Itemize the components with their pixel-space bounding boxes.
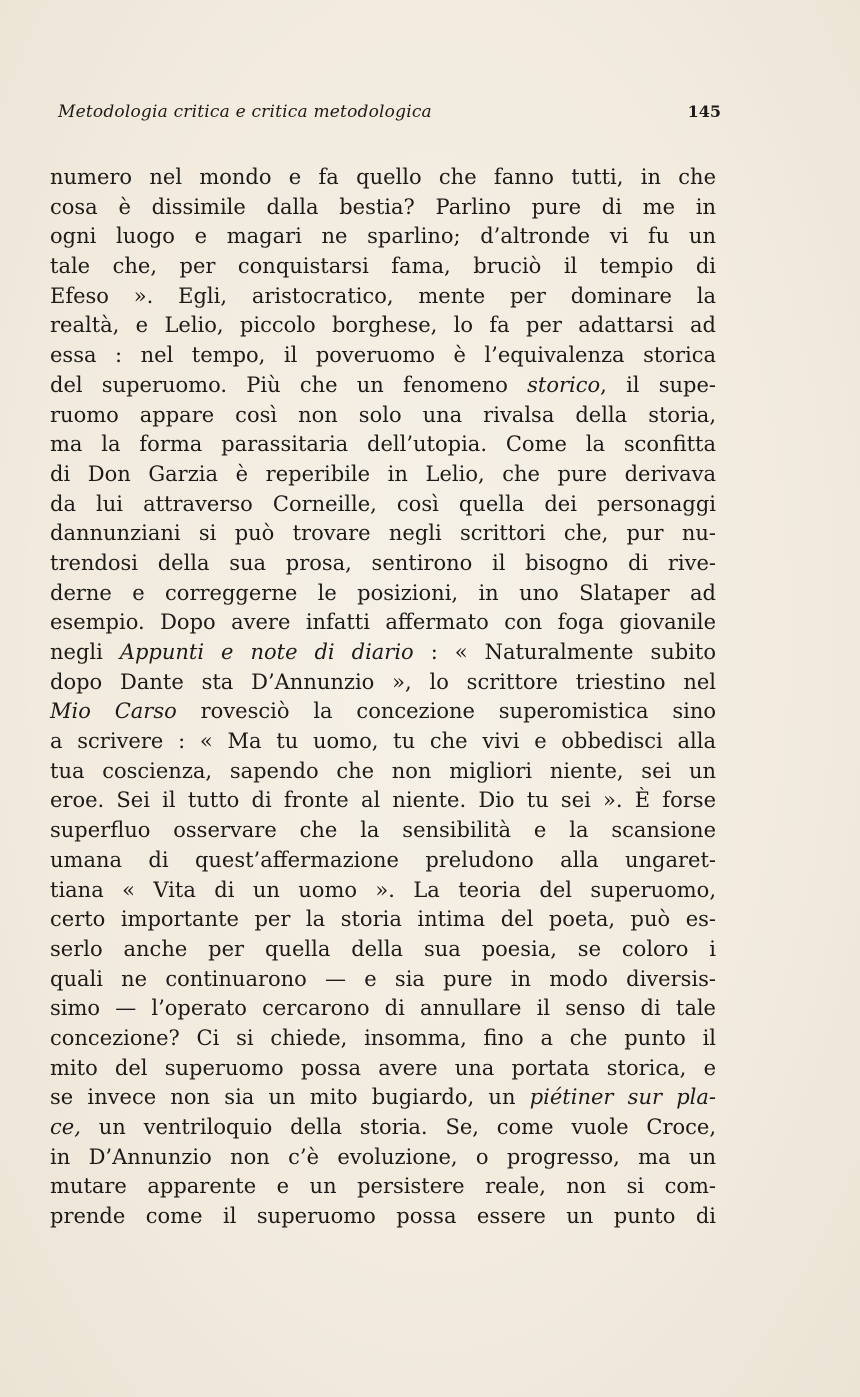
text-run: eroe. Sei il tutto di fronte al niente. Dio tu sei ». È forse xyxy=(50,788,716,813)
text-run: un ventriloquio della storia. Se, come vuole Croce, xyxy=(80,1115,716,1139)
text-line xyxy=(50,1054,716,1084)
text-run: serlo anche per quella della sua poesia, se coloro i xyxy=(50,936,716,961)
text-run: se invece non sia un mito bugiardo, un xyxy=(50,1085,530,1110)
text-run: di Don Garzia è reperibile in Lelio, che pure derivava xyxy=(50,461,716,486)
text-line xyxy=(50,1202,716,1232)
text-line xyxy=(50,193,716,223)
text-line xyxy=(50,638,716,668)
text-line xyxy=(50,430,716,460)
text-run: tiana « Vita di un uomo ». La teoria del superuomo, xyxy=(50,877,716,902)
text-run: tale che, per conquistarsi fama, bruciò il tempio di xyxy=(50,254,716,279)
text-line xyxy=(50,905,716,935)
text-run: realtà, e Lelio, piccolo borghese, lo fa per adattarsi ad xyxy=(50,313,716,338)
text-run: ma la forma parassitaria dell’utopia. Come la sconfitta xyxy=(50,432,716,457)
text-line xyxy=(50,579,716,609)
text-run: simo — l’operato cercarono di annullare il senso di tale xyxy=(50,996,716,1021)
running-head xyxy=(58,100,721,130)
text-line xyxy=(50,549,716,579)
text-line xyxy=(50,965,716,995)
text-run: concezione? Ci si chiede, insomma, fino a che punto il xyxy=(50,1025,716,1050)
text-line xyxy=(50,1143,716,1173)
text-line xyxy=(50,282,716,312)
text-run: in D’Annunzio non c’è evoluzione, o progresso, ma un xyxy=(50,1144,716,1169)
text-line xyxy=(50,1113,716,1143)
text-line xyxy=(50,252,716,282)
text-line xyxy=(50,401,716,431)
text-line xyxy=(50,1172,716,1202)
text-run: derne e correggerne le posizioni, in uno Slataper ad xyxy=(50,580,716,605)
text-line xyxy=(50,876,716,906)
italic-run: ce, xyxy=(50,1115,81,1139)
text-run: : « Naturalmente subito xyxy=(413,640,716,664)
text-run: mito del superuomo possa avere una portata storica, e xyxy=(50,1055,716,1080)
text-line xyxy=(50,994,716,1024)
text-run: superfluo osservare che la sensibilità e la scansione xyxy=(50,818,716,843)
italic-run: piétiner sur pla- xyxy=(529,1085,717,1110)
text-line xyxy=(50,371,716,401)
text-run: numero nel mondo e fa quello che fanno tutti, in che xyxy=(50,165,716,189)
page-number: 145 xyxy=(687,102,721,121)
text-run: essa : nel tempo, il poveruomo è l’equivalenza storica xyxy=(50,343,716,368)
text-line xyxy=(50,608,716,638)
text-line xyxy=(50,1083,716,1113)
text-run: ruomo appare così non solo una rivalsa della storia, xyxy=(50,402,716,427)
text-run: mutare apparente e un persistere reale, non si com- xyxy=(50,1174,716,1199)
text-run: dopo Dante sta D’Annunzio », lo scrittore triestino nel xyxy=(50,669,716,694)
text-run: ogni luogo e magari ne sparlino; d’altronde vi fu un xyxy=(50,224,716,249)
text-run: certo importante per la storia intima del poeta, può es- xyxy=(50,907,716,932)
text-run: rovesciò la concezione superomistica sino xyxy=(176,699,716,724)
text-line xyxy=(50,786,716,816)
text-line xyxy=(50,757,716,787)
text-line xyxy=(50,727,716,757)
text-run: del superuomo. Più che un fenomeno xyxy=(50,372,528,397)
text-run: Efeso ». Egli, aristocratico, mente per dominare la xyxy=(50,283,716,308)
text-run: tua coscienza, sapendo che non migliori niente, sei un xyxy=(50,758,716,783)
text-run: negli xyxy=(50,640,120,664)
text-line xyxy=(50,460,716,490)
text-run: trendosi della sua prosa, sentirono il bisogno di rive- xyxy=(50,550,716,575)
text-run: da lui attraverso Corneille, così quella dei personaggi xyxy=(50,491,716,516)
text-line xyxy=(50,668,716,698)
text-line xyxy=(50,163,716,193)
text-line xyxy=(50,311,716,341)
text-run: prende come il superuomo possa essere un punto di xyxy=(50,1204,716,1229)
text-line xyxy=(50,1024,716,1054)
text-line xyxy=(50,222,716,252)
text-line xyxy=(50,490,716,520)
text-line xyxy=(50,341,716,371)
italic-run: Appunti e note di diario xyxy=(119,640,414,664)
body-text xyxy=(50,163,716,1232)
text-run: cosa è dissimile dalla bestia? Parlino pure di me in xyxy=(50,194,716,219)
text-run: dannunziani si può trovare negli scrittori che, pur nu- xyxy=(50,521,716,546)
italic-run: storico xyxy=(527,372,601,397)
running-title: Metodologia critica e critica metodologica xyxy=(58,102,432,122)
text-line xyxy=(50,697,716,727)
italic-run: Mio Carso xyxy=(50,699,177,724)
text-line xyxy=(50,935,716,965)
text-line xyxy=(50,846,716,876)
text-line xyxy=(50,816,716,846)
text-run: umana di quest’affermazione preludono alla ungaret- xyxy=(50,847,716,872)
text-run: , il supe- xyxy=(600,372,716,397)
text-run: quali ne continuarono — e sia pure in modo diversis- xyxy=(50,966,716,991)
text-line xyxy=(50,519,716,549)
text-run: a scrivere : « Ma tu uomo, tu che vivi e obbedisci alla xyxy=(50,729,716,754)
text-run: esempio. Dopo avere infatti affermato con foga giovanile xyxy=(50,610,716,635)
